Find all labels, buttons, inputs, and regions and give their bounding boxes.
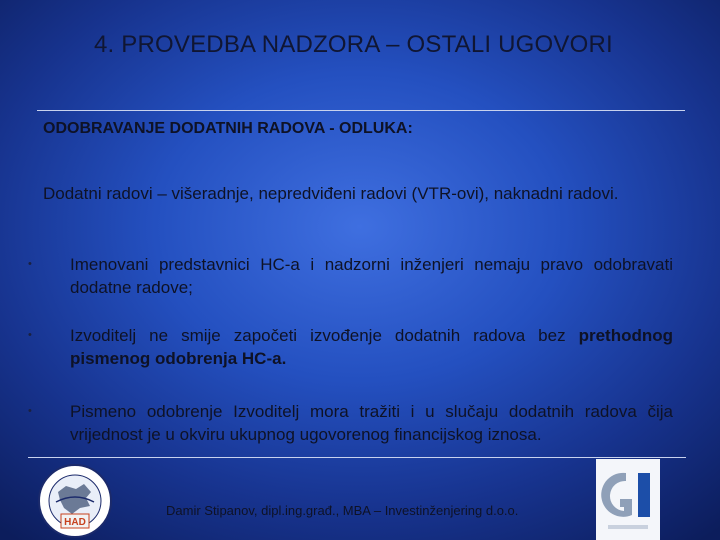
bullet-text: Imenovani predstavnici HC-a i nadzorni inženjeri nemaju pravo odobravati dodatne radove;: [70, 255, 673, 297]
bullet-item: [28, 324, 673, 370]
bullet-text: Pismeno odobrenje Izvoditelj mora tražiti i u slučaju dodatnih radova čija vrijednost je u okviru ukupnog ugovorenog financijskog iznosa.: [70, 402, 673, 444]
association-logo: [36, 462, 114, 540]
company-logo: [596, 459, 660, 540]
title-divider: [37, 110, 685, 111]
bullet-text-bold: prethodnog pismenog odobrenja HC-a.: [70, 326, 673, 368]
section-subtitle: ODOBRAVANJE DODATNIH RADOVA - ODLUKA:: [43, 120, 413, 137]
bullet-item: [28, 400, 673, 446]
bullet-marker: •: [28, 405, 32, 417]
bullet-marker: •: [28, 258, 32, 270]
footer-divider: [28, 457, 686, 458]
bullet-text: Izvoditelj ne smije započeti izvođenje dodatnih radova bez: [70, 326, 579, 345]
bullet-item: [28, 253, 673, 299]
intro-paragraph: Dodatni radovi – višeradnje, nepredviđeni radovi (VTR-ovi), naknadni radovi.: [43, 184, 619, 203]
footer-credit: Damir Stipanov, dipl.ing.građ., MBA – Investinženjering d.o.o.: [166, 503, 519, 518]
logo-badge-text: HAD: [64, 517, 86, 528]
bullet-list: [28, 253, 673, 446]
slide-title: 4. PROVEDBA NADZORA – OSTALI UGOVORI: [94, 31, 613, 58]
bullet-marker: •: [28, 329, 32, 341]
